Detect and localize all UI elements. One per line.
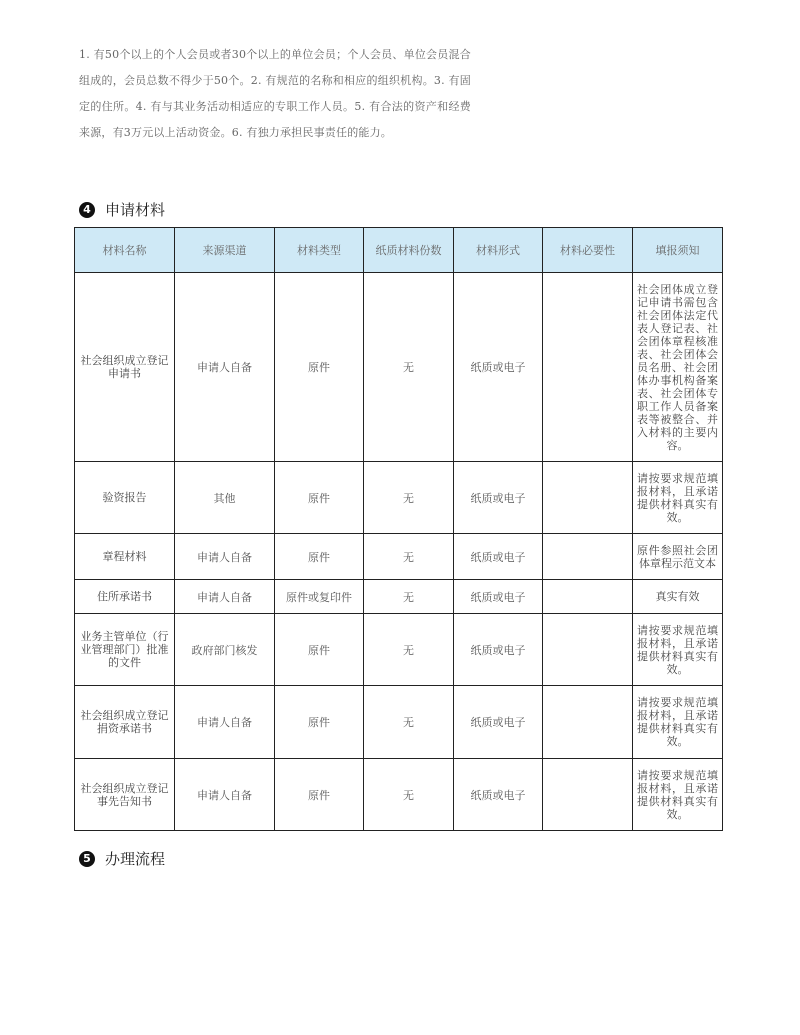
cell-material-name: 住所承诺书 xyxy=(75,580,175,614)
cell-filing-notes: 请按要求规范填报材料，且承诺提供材料真实有效。 xyxy=(633,462,723,534)
header-filing-notes: 填报须知 xyxy=(633,228,723,273)
cell-material-form: 纸质或电子 xyxy=(454,273,543,462)
cell-paper-copies: 无 xyxy=(364,686,454,759)
cell-source-channel: 申请人自备 xyxy=(175,686,275,759)
cell-material-type: 原件 xyxy=(275,462,364,534)
cell-filing-notes: 请按要求规范填报材料，且承诺提供材料真实有效。 xyxy=(633,759,723,831)
header-material-name: 材料名称 xyxy=(75,228,175,273)
cell-necessity xyxy=(543,462,633,534)
section-title: 申请材料 xyxy=(105,201,166,219)
section-number-badge: 5 xyxy=(79,851,95,867)
cell-material-name: 社会组织成立登记事先告知书 xyxy=(75,759,175,831)
cell-filing-notes: 原件参照社会团体章程示范文本 xyxy=(633,534,723,580)
table-row xyxy=(75,580,723,614)
cell-material-type: 原件 xyxy=(275,686,364,759)
cell-material-name: 社会组织成立登记捐资承诺书 xyxy=(75,686,175,759)
table-row xyxy=(75,686,723,759)
header-material-type: 材料类型 xyxy=(275,228,364,273)
cell-material-type: 原件 xyxy=(275,534,364,580)
cell-paper-copies: 无 xyxy=(364,273,454,462)
table-row xyxy=(75,614,723,686)
cell-necessity xyxy=(543,686,633,759)
intro-paragraph: 1. 有50个以上的个人会员或者30个以上的单位会员；个人会员、单位会员混合组成的，会员总数不得少于50个。2. 有规范的名称和相应的组织机构。3. 有固定的住所。4. 有与其业务活动相适应的专职工作人员。5. 有合法的资产和经费来源，有3万元以上活动资金。6. 有独力承担民事责任的能力。 xyxy=(79,48,471,139)
cell-filing-notes: 请按要求规范填报材料，且承诺提供材料真实有效。 xyxy=(633,614,723,686)
cell-filing-notes: 真实有效 xyxy=(633,580,723,614)
cell-material-name: 业务主管单位（行业管理部门）批准的文件 xyxy=(75,614,175,686)
section-title: 办理流程 xyxy=(105,850,166,868)
table-row xyxy=(75,534,723,580)
cell-material-form: 纸质或电子 xyxy=(454,614,543,686)
cell-material-type: 原件或复印件 xyxy=(275,580,364,614)
cell-source-channel: 申请人自备 xyxy=(175,580,275,614)
cell-material-name: 章程材料 xyxy=(75,534,175,580)
header-necessity: 材料必要性 xyxy=(543,228,633,273)
table-row xyxy=(75,273,723,462)
cell-paper-copies: 无 xyxy=(364,534,454,580)
cell-necessity xyxy=(543,273,633,462)
cell-necessity xyxy=(543,580,633,614)
cell-filing-notes: 请按要求规范填报材料，且承诺提供材料真实有效。 xyxy=(633,686,723,759)
cell-paper-copies: 无 xyxy=(364,580,454,614)
cell-material-form: 纸质或电子 xyxy=(454,759,543,831)
header-paper-copies: 纸质材料份数 xyxy=(364,228,454,273)
cell-source-channel: 申请人自备 xyxy=(175,273,275,462)
header-source-channel: 来源渠道 xyxy=(175,228,275,273)
cell-material-form: 纸质或电子 xyxy=(454,534,543,580)
cell-paper-copies: 无 xyxy=(364,462,454,534)
cell-material-type: 原件 xyxy=(275,759,364,831)
cell-material-name: 验资报告 xyxy=(75,462,175,534)
cell-material-type: 原件 xyxy=(275,614,364,686)
table-row xyxy=(75,759,723,831)
cell-material-form: 纸质或电子 xyxy=(454,686,543,759)
table-header-row xyxy=(75,228,723,273)
cell-material-type: 原件 xyxy=(275,273,364,462)
cell-source-channel: 申请人自备 xyxy=(175,759,275,831)
cell-source-channel: 政府部门核发 xyxy=(175,614,275,686)
section-heading-process xyxy=(79,848,165,869)
cell-source-channel: 其他 xyxy=(175,462,275,534)
cell-necessity xyxy=(543,614,633,686)
cell-material-form: 纸质或电子 xyxy=(454,580,543,614)
section-heading-materials xyxy=(79,199,165,220)
cell-paper-copies: 无 xyxy=(364,614,454,686)
materials-table xyxy=(74,227,723,831)
cell-necessity xyxy=(543,534,633,580)
cell-material-name: 社会组织成立登记申请书 xyxy=(75,273,175,462)
cell-material-form: 纸质或电子 xyxy=(454,462,543,534)
table-row xyxy=(75,462,723,534)
cell-necessity xyxy=(543,759,633,831)
section-number-badge: 4 xyxy=(79,202,95,218)
cell-filing-notes: 社会团体成立登记申请书需包含社会团体法定代表人登记表、社会团体章程核准表、社会团体会员名册、社会团体办事机构备案表、社会团体专职工作人员备案表等被整合、并入材料的主要内容。 xyxy=(633,273,723,462)
cell-paper-copies: 无 xyxy=(364,759,454,831)
header-material-form: 材料形式 xyxy=(454,228,543,273)
cell-source-channel: 申请人自备 xyxy=(175,534,275,580)
